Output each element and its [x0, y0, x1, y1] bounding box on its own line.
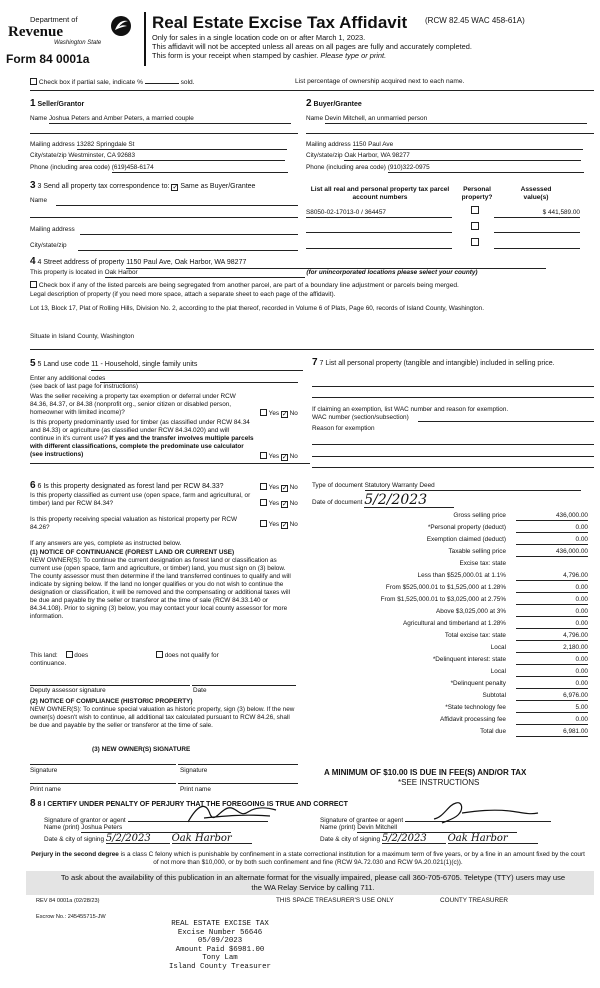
fee-value[interactable]: 436,000.00 — [516, 512, 588, 521]
header-divider — [144, 12, 146, 66]
buyer-name-field[interactable]: Devin Mitchell, an unmarried person — [325, 115, 587, 124]
fee-value[interactable]: 4,796.00 — [516, 632, 588, 641]
exemption-question: Was the seller receiving a property tax exemption or deferral under RCW 84.36, 84.37, or 84.38 (nonprofit org., senior citizen or disabled person, homeowner with limited income)? — [30, 393, 236, 416]
forest-yes-checkbox[interactable] — [260, 483, 267, 490]
grantee-date-field[interactable]: 5/2/2023 — [382, 834, 446, 844]
notice2-text: NEW OWNER(S): To continue special valuation as historic property, sign (3) below. If the new owner(s) doesn't wish to continue, all additional tax calculated pursuant to RCW 84.26, shall be due and payable by the seller or transferor at the time of sale. — [30, 706, 295, 729]
sec4-located-row — [30, 269, 590, 278]
partial-sale-percent-field[interactable] — [145, 77, 179, 84]
stamp-line: Tony Lam — [202, 954, 238, 963]
fee-label: Subtotal — [482, 692, 506, 699]
current-use-no-checkbox[interactable]: ✓ — [281, 501, 288, 508]
sec4-address-row: 4 4 Street address of property 1150 Paul Ave, Oak Harbor, WA 98277 — [30, 256, 546, 269]
timber-yes-no: Yes ✓ No — [260, 452, 298, 461]
sec1-city-label: City/state/zip — [30, 152, 67, 159]
doc-type-label: Type of document — [312, 482, 363, 489]
fee-label: *Delinquent interest: state — [432, 656, 506, 663]
notice2-title: (2) NOTICE OF COMPLIANCE (HISTORIC PROPERTY) — [30, 698, 193, 705]
sec4-title: 4 Street address of property — [37, 259, 125, 266]
sec3-title: 3 Send all property tax correspondence to: — [37, 183, 170, 190]
sec2-city-label: City/state/zip — [306, 152, 343, 159]
timber-question-bold: If yes and the transfer involves multiple parcels with different classifications, complete the predominate use calculator (see instructions) — [30, 435, 254, 458]
partial-sale-label: Check box if partial sale, indicate % — [38, 79, 143, 86]
sec7-title-row: 7 7 List all personal property (tangible and intangible) included in selling price. — [312, 357, 555, 368]
buyer-phone-field[interactable]: (910)322-0975 — [388, 164, 584, 173]
perjury-text: is a class C felony which is punishable by confinement in a state correctional institution for a maximum term of five years, or by a fine in an amount fixed by the court of not more than $10,000, or by both such confinement and fine (RCW 9A.72.030 and RCW 9A.20.021(1)(c)). — [120, 851, 585, 866]
partial-sale-checkbox[interactable] — [30, 78, 37, 85]
notice1-text: NEW OWNER(S): To continue the current designation as forest land or classification as current use (open space, farm and agriculture, or timber) land, you must sign on (3) below. The county assessor must then determine if the land transferred continues to qualify and will indicate by signing below. If the land no longer qualifies or you do not wish to continue the designation or classification, it will be removed and the compensating or additional taxes will be due and payable by the seller or transferor at the time of sale (RCW 84.33.140 or 84.34.108). Prior to signing (3) below, you may contact your local county assessor for more information. — [30, 557, 291, 620]
see-instructions: *SEE INSTRUCTIONS — [398, 778, 480, 787]
parcel-field-1[interactable]: S8050-02-17013-0 / 364457 — [306, 209, 452, 218]
form-number: Form 84 0001a — [6, 52, 90, 66]
parcel-col-header: List all real and personal property tax parcel account numbers — [310, 186, 450, 202]
fee-value[interactable]: 0.00 — [516, 656, 588, 665]
escrow-number: Escrow No.: 245455715-JW — [36, 914, 106, 920]
exemption-yes-checkbox[interactable] — [260, 409, 267, 416]
legal-desc-label: Legal description of property (if you need more space, attach a separate sheet to each page of the affidavit). — [30, 291, 336, 298]
located-note: (for unincorporated locations please select your county) — [306, 269, 478, 276]
new-owner-print-2[interactable]: Print name — [180, 786, 211, 793]
sec6-title-row: 6 6 Is this property designated as forest land per RCW 84.33? — [30, 480, 224, 491]
grantor-date-row: Date & city of signing 5/2/2023 Oak Harbor — [44, 834, 252, 844]
sec1-name-row — [30, 115, 298, 124]
fee-value[interactable]: 0.00 — [516, 620, 588, 629]
form-title: Real Estate Excise Tax Affidavit — [152, 13, 408, 32]
fee-label: Total due — [480, 728, 506, 735]
ownership-note: List percentage of ownership acquired next to each name. — [295, 78, 465, 85]
accessibility-note: To ask about the availability of this publication in an alternate format for the visually impaired, please call 360-705-6705. Teletype (TTY) users may use the WA Relay Service by calling 711. — [60, 873, 566, 892]
grantor-date-field[interactable]: 5/2/2023 — [106, 834, 170, 844]
legal-desc-field[interactable]: Lot 13, Block 17, Plat of Rolling Hills, Division No. 2, according to the plat thereof, recorded in Volume 6 of Plats, Page 60, records of Island County, Washington. — [30, 305, 484, 312]
sec1-phone-label: Phone (including area code) — [30, 164, 110, 171]
seller-name-field[interactable]: Joshua Peters and Amber Peters, a married couple — [49, 115, 291, 124]
sec1-mail-label: Mailing address — [30, 141, 75, 148]
doc-date-field[interactable]: 5/2/2023 — [364, 494, 454, 508]
partial-sale-sold: sold. — [180, 79, 195, 86]
add-codes-label: Enter any additional codes — [30, 375, 106, 382]
stamp-line: 05/09/2023 — [197, 937, 243, 946]
fee-label: Taxable selling price — [448, 548, 506, 555]
reason-label: Reason for exemption — [312, 425, 375, 432]
fee-value[interactable]: 6,981.00 — [516, 728, 588, 737]
doc-date-label: Date of document — [312, 499, 363, 506]
sec2-city-row — [306, 152, 581, 161]
property-address-field[interactable]: 1150 Paul Ave, Oak Harbor, WA 98277 — [126, 259, 546, 269]
seller-city-field[interactable]: Westminster, CA 92683 — [68, 152, 285, 161]
add-codes-note: (see back of last page for instructions) — [30, 383, 138, 390]
fee-label: Affidavit processing fee — [440, 716, 506, 723]
sec8-title: 8 I CERTIFY UNDER PENALTY OF PERJURY THAT THE FOREGOING IS TRUE AND CORRECT — [37, 801, 348, 808]
sec1-mail-row — [30, 141, 287, 150]
perjury-bold: Perjury in the second degree — [31, 851, 119, 858]
fee-value[interactable]: 4,796.00 — [516, 572, 588, 581]
sec1-title: 1 Seller/Grantor — [30, 98, 85, 109]
fee-value[interactable]: 6,976.00 — [516, 692, 588, 701]
fee-value[interactable]: 0.00 — [516, 596, 588, 605]
fee-label: Local — [490, 668, 506, 675]
fee-label: *Personal property (deduct) — [427, 524, 506, 531]
form-rcw: (RCW 82.45 WAC 458-61A) — [425, 16, 525, 25]
parcel-segregation-label: Check box if any of the listed parcels are being segregated from another parcel, are part of a boundary line adjustment or parcels being merged. — [38, 282, 459, 289]
sec2-mail-row — [306, 141, 583, 150]
timber-question-text: Is this property predominantly used for timber (as classified under RCW 84.34 and 84.33) or agriculture (as classified under RCW 84.34.020) and will continue in it's current use? — [30, 419, 250, 442]
stamp-line: Island County Treasurer — [168, 962, 271, 971]
grantor-sig-label: Signature of grantor or agent — [44, 817, 126, 824]
timber-no-checkbox[interactable]: ✓ — [281, 454, 288, 461]
fee-label: *Delinquent penalty — [450, 680, 506, 687]
grantee-sig-label: Signature of grantee or agent — [320, 817, 404, 824]
historic-no-checkbox[interactable]: ✓ — [281, 522, 288, 529]
fee-table — [312, 512, 594, 740]
parcel-segregation-checkbox[interactable] — [30, 281, 37, 288]
sec7-title: 7 List all personal property (tangible and intangible) included in selling price. — [319, 360, 555, 367]
grantee-name-row: Name (print) Devin Mitchell — [320, 824, 517, 833]
fee-value[interactable]: 5.00 — [516, 704, 588, 713]
forest-yes-no: Yes ✓ No — [260, 483, 298, 492]
current-use-yes-checkbox[interactable] — [260, 499, 267, 506]
notice1-title: (1) NOTICE OF CONTINUANCE (FOREST LAND OR CURRENT USE) — [30, 549, 235, 556]
stamp-line: Amount Paid $6981.00 — [175, 945, 265, 954]
exemption-yes-no: Yes ✓ No — [260, 409, 298, 418]
sec3-city-row — [30, 242, 67, 250]
sec1-city-row — [30, 152, 285, 161]
located-field[interactable]: Oak Harbor — [105, 269, 305, 278]
county-treasurer: COUNTY TREASURER — [440, 897, 508, 904]
historic-yes-checkbox[interactable] — [260, 520, 267, 527]
fee-label: Excise tax: state — [459, 560, 506, 567]
perjury-notice — [28, 851, 588, 867]
personal-col-header: Personal property? — [461, 186, 493, 202]
does-not-checkbox[interactable] — [156, 651, 163, 658]
dor-logo — [6, 12, 132, 46]
fee-value[interactable]: 0.00 — [516, 668, 588, 677]
doc-type-field[interactable]: Statutory Warranty Deed — [365, 482, 581, 491]
does-checkbox[interactable] — [66, 651, 73, 658]
fee-value[interactable]: 0.00 — [516, 536, 588, 545]
fee-label: Local — [490, 644, 506, 651]
new-owner-sig-2[interactable]: Signature — [180, 767, 208, 774]
fee-value[interactable]: 0.00 — [516, 716, 588, 725]
parcel-segregation-row — [30, 281, 590, 290]
this-land-row: This land: does does not qualify for — [30, 652, 219, 659]
fee-value[interactable]: 436,000.00 — [516, 548, 588, 557]
fee-label: Less than $525,000.01 at 1.1% — [417, 572, 506, 579]
new-owner-sig-1[interactable]: Signature — [30, 767, 58, 774]
same-as-buyer-checkbox[interactable]: ✓ — [172, 184, 179, 191]
fee-value[interactable]: 2,180.00 — [516, 644, 588, 653]
same-as-buyer-label: Same as Buyer/Grantee — [180, 183, 256, 190]
fee-value[interactable]: 0.00 — [516, 524, 588, 533]
rev-number: REV 84 0001a (02/28/23) — [36, 898, 100, 904]
grantee-date-row: Date & city of signing 5/2/2023 Oak Harbor — [320, 834, 538, 844]
sec3-name-label: Name — [30, 197, 48, 204]
personal-checkbox-2[interactable] — [471, 222, 479, 230]
grantee-name-field[interactable]: Devin Mitchell — [357, 824, 517, 833]
deputy-sig-label: Deputy assessor signature — [30, 687, 106, 694]
header-note-2: This affidavit will not be accepted unless all areas on all pages are fully and accurately completed. — [152, 42, 472, 51]
doc-type-row — [312, 482, 581, 491]
grantor-name-field[interactable]: Joshua Peters — [81, 824, 231, 833]
current-use-yes-no: Yes ✓ No — [260, 499, 298, 508]
sec5-title: 5 Land use code — [37, 361, 90, 368]
grantor-city-field[interactable]: Oak Harbor — [172, 834, 252, 844]
stamp-line: Excise Number 56646 — [177, 928, 263, 937]
seller-phone-field[interactable]: (619)458-6174 — [112, 164, 288, 173]
forest-no-checkbox[interactable]: ✓ — [281, 485, 288, 492]
timber-yes-checkbox[interactable] — [260, 452, 267, 459]
fee-label: Total excise tax: state — [444, 632, 506, 639]
fee-label: From $1,525,000.01 to $3,025,000 at 2.75% — [380, 596, 506, 603]
land-use-field[interactable]: 11 - Household, single family units — [91, 361, 303, 371]
sec5-land-row: 5 5 Land use code 11 - Household, single family units — [30, 358, 303, 371]
timber-question — [30, 419, 254, 459]
assessed-field-1[interactable]: $ 441,589.00 — [494, 209, 580, 218]
grantee-city-field[interactable]: Oak Harbor — [448, 834, 538, 844]
fee-label: *State technology fee — [445, 704, 506, 711]
sec8-title-row: 8 8 I CERTIFY UNDER PENALTY OF PERJURY THAT THE FOREGOING IS TRUE AND CORRECT — [30, 798, 348, 809]
sec1-name-label: Name — [30, 115, 48, 122]
sec2-phone-label: Phone (including area code) — [306, 164, 386, 171]
dor-dept-line2: Revenue — [8, 24, 63, 40]
fee-label: From $525,000.01 to $1,525,000 at 1.28% — [385, 584, 506, 591]
personal-checkbox-3[interactable] — [471, 238, 479, 246]
ifany-note: If any answers are yes, complete as instructed below. — [30, 540, 182, 547]
sec2-mail-label: Mailing address — [306, 141, 351, 148]
seller-mail-field[interactable]: 13282 Springdale St — [77, 141, 287, 150]
partial-sale-row — [30, 77, 195, 87]
historic-yes-no: Yes ✓ No — [260, 520, 298, 529]
exemption-no-checkbox[interactable]: ✓ — [281, 411, 288, 418]
wac-label: WAC number (section/subsection) — [312, 414, 409, 421]
fee-label: Gross selling price — [453, 512, 506, 519]
fee-value[interactable]: 0.00 — [516, 584, 588, 593]
sec6-title: 6 Is this property designated as forest land per RCW 84.33? — [37, 483, 224, 490]
situate-text: Situate in Island County, Washington — [30, 333, 135, 340]
header-note-1: Only for sales in a single location code on or after March 1, 2023. — [152, 33, 366, 42]
sec3-title-row: 3 3 Send all property tax correspondence to: ✓ Same as Buyer/Grantee — [30, 180, 256, 191]
buyer-city-field[interactable]: Oak Harbor, WA 98277 — [344, 152, 581, 161]
personal-checkbox-1[interactable] — [471, 206, 479, 214]
sec2-title: 2 Buyer/Grantee — [306, 98, 362, 109]
assessed-col-header: Assessed value(s) — [520, 186, 552, 202]
new-owner-print-1[interactable]: Print name — [30, 786, 61, 793]
grantor-name-row: Name (print) Joshua Peters — [44, 824, 231, 833]
historic-question: Is this property receiving special valuation as historical property per RCW 84.26? — [30, 516, 238, 531]
sec2-name-row — [306, 115, 587, 124]
minimum-note: A MINIMUM OF $10.00 IS DUE IN FEE(S) AND/OR TAX — [324, 768, 527, 777]
sec3-city-label: City/state/zip — [30, 242, 67, 249]
sec2-name-label: Name — [306, 115, 324, 122]
fee-label: Agricultural and timberland at 1.28% — [402, 620, 506, 627]
divider — [30, 90, 594, 91]
fee-label: Exemption claimed (deduct) — [426, 536, 506, 543]
fee-value[interactable]: 0.00 — [516, 608, 588, 617]
fee-label: Above $3,025,000 at 3% — [436, 608, 506, 615]
deputy-date-label: Date — [193, 687, 207, 694]
sec3-mail-row — [30, 226, 75, 234]
dor-logo-icon — [110, 13, 132, 39]
sec3-mail-label: Mailing address — [30, 226, 75, 233]
new-owner-sig-title: (3) NEW OWNER(S) SIGNATURE — [92, 746, 191, 753]
sec2-phone-row — [306, 164, 584, 173]
grantee-signature — [432, 799, 542, 827]
stamp-line: REAL ESTATE EXCISE TAX — [171, 920, 269, 928]
dor-dept-line3: Washington State — [54, 40, 102, 46]
exempt-instructions: If claiming an exemption, list WAC number and reason for exemption. — [312, 406, 509, 413]
dor-dept-line1: Department of — [30, 15, 78, 24]
sec1-phone-row — [30, 164, 288, 173]
doc-date-row — [312, 494, 454, 508]
header-note-3: This form is your receipt when stamped by cashier. Please type or print. — [152, 51, 387, 60]
treasurer-stamp — [150, 920, 290, 971]
treasurer-space: THIS SPACE TREASURER'S USE ONLY — [276, 897, 394, 904]
continuance-label: continuance. — [30, 660, 67, 667]
buyer-mail-field[interactable]: 1150 Paul Ave — [353, 141, 583, 150]
sec3-name-row — [30, 197, 47, 205]
located-label: This property is located in — [30, 269, 103, 276]
fee-value[interactable]: 0.00 — [516, 680, 588, 689]
current-use-question: Is this property classified as current use (open space, farm and agricultural, or timber) land per RCW 84.34? — [30, 492, 251, 507]
